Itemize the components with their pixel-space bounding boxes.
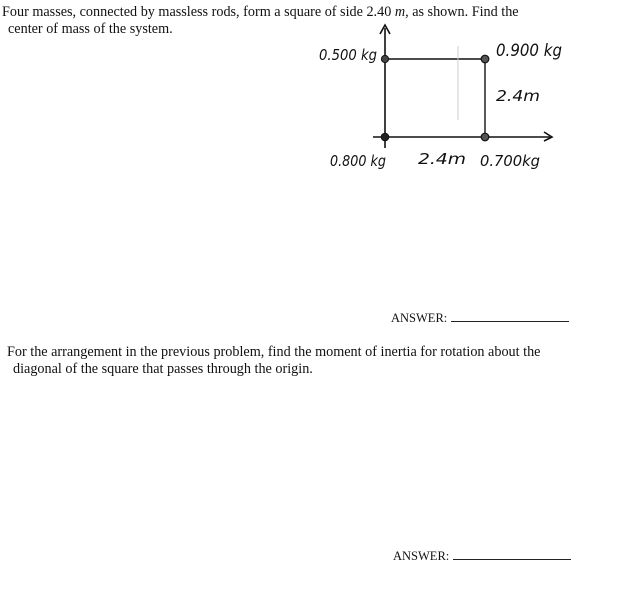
answer-1-blank[interactable] — [451, 311, 569, 322]
label-mass-top-left: 0.500 kg — [319, 46, 377, 64]
question-1-line-1: Four masses, connected by massless rods, form a square of side 2.40 m, as shown. Find the — [2, 4, 519, 20]
answer-1-label: ANSWER: — [391, 311, 448, 325]
mass-top-left — [381, 55, 388, 62]
answer-1 — [391, 311, 569, 326]
mass-top-right — [481, 55, 489, 63]
label-mass-top-right: 0.900 kg — [496, 41, 563, 61]
question-2-line-1: For the arrangement in the previous problem, find the moment of inertia for rotation about the — [7, 344, 541, 360]
answer-2-blank[interactable] — [453, 549, 571, 560]
answer-2-label: ANSWER: — [393, 549, 450, 563]
label-bottom-length: 2.4m — [418, 150, 466, 168]
question-2-text — [7, 344, 607, 378]
question-1-line-2: center of mass of the system. — [8, 21, 173, 37]
mass-bottom-right — [481, 133, 489, 141]
label-side-length: 2.4m — [496, 87, 540, 105]
label-mass-bottom-right: 0.700kg — [480, 152, 540, 170]
label-mass-bottom-left: 0.800 kg — [330, 152, 386, 170]
mass-bottom-left — [381, 133, 389, 141]
question-2-line-2: diagonal of the square that passes through the origin. — [13, 361, 313, 377]
square-mass-diagram — [300, 20, 600, 190]
answer-2 — [393, 549, 571, 564]
